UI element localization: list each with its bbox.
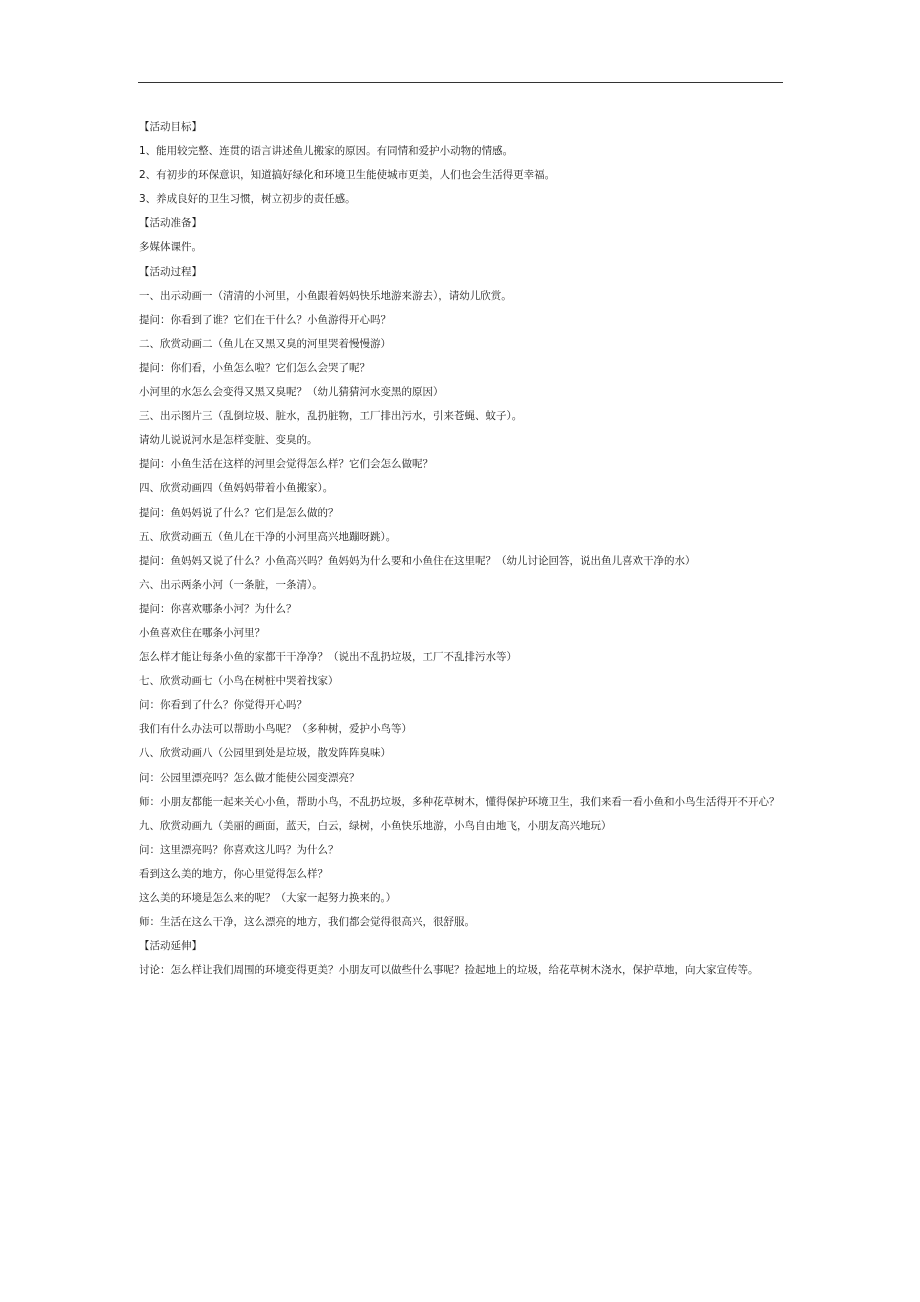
document-body (139, 115, 789, 982)
process-line: 师：生活在这么干净，这么漂亮的地方，我们都会觉得很高兴，很舒服。 (139, 916, 475, 929)
header-rule (138, 82, 783, 83)
process-line: 九、欣赏动画九（美丽的画面，蓝天，白云，绿树，小鱼快乐地游，小鸟自由地飞，小朋友高兴地玩） (139, 819, 612, 832)
section-heading-preparation: 【活动准备】 (139, 217, 202, 230)
process-line: 小河里的水怎么会变得又黑又臭呢？（幼儿猜猜河水变黑的原因） (139, 386, 444, 399)
section-heading-extension: 【活动延伸】 (139, 940, 202, 953)
process-line: 四、欣赏动画四（鱼妈妈带着小鱼搬家）。 (139, 482, 334, 495)
process-line: 看到这么美的地方，你心里觉得怎么样？ (139, 867, 328, 880)
process-line: 问：公园里漂亮吗？怎么做才能使公园变漂亮？ (139, 771, 360, 784)
process-line: 这么美的环境是怎么来的呢？（大家一起努力换来的。） (139, 892, 397, 904)
process-line: 三、出示图片三（乱倒垃圾、脏水，乱扔脏物，工厂排出污水，引来苍蝇、蚊子）。 (139, 410, 523, 423)
process-line: 提问：你们看，小鱼怎么啦？它们怎么会哭了呢？ (139, 361, 370, 374)
process-line: 提问：小鱼生活在这样的河里会觉得怎么样？它们会怎么做呢？ (139, 458, 433, 471)
process-line: 二、欣赏动画二（鱼儿在又黑又臭的河里哭着慢慢游） (139, 337, 391, 350)
process-line: 我们有什么办法可以帮助小鸟呢？（多种树，爱护小鸟等） (139, 723, 412, 736)
process-line-wrapped: 师：小朋友都能一起来关心小鱼，帮助小鸟，不乱扔垃圾，多种花草树木，懂得保护环境卫生，我们来看一看小鱼和小鸟生活得开不开心？ (139, 795, 780, 808)
process-line: 怎么样才能让每条小鱼的家都干干净净？（说出不乱扔垃圾，工厂不乱排污水等） (139, 651, 517, 664)
process-line: 请幼儿说说河水是怎样变脏、变臭的。 (139, 434, 318, 447)
process-line: 提问：鱼妈妈又说了什么？小鱼高兴吗？鱼妈妈为什么要和小鱼住在这里呢？（幼儿讨论回答，说出鱼儿喜欢干净的水） (139, 554, 696, 567)
section-heading-goals: 【活动目标】 (139, 121, 202, 133)
process-line: 六、出示两条小河（一条脏，一条清）。 (139, 578, 323, 591)
goal-item-3: 3、养成良好的卫生习惯，树立初步的责任感。 (139, 193, 356, 206)
process-line: 五、欣赏动画五（鱼儿在干净的小河里高兴地蹦呀跳）。 (139, 530, 397, 543)
process-line: 八、欣赏动画八（公园里到处是垃圾，散发阵阵臭味） (139, 747, 391, 760)
goal-item-1: 1、能用较完整、连贯的语言讲述鱼儿搬家的原因。有同情和爱护小动物的情感。 (139, 145, 514, 158)
process-line: 问：你看到了什么？你觉得开心吗？ (139, 699, 307, 712)
process-line: 提问：你喜欢哪条小河？为什么？ (139, 602, 297, 615)
process-line: 提问：鱼妈妈说了什么？它们是怎么做的？ (139, 506, 339, 519)
process-line: 七、欣赏动画七（小鸟在树桩中哭着找家） (139, 675, 339, 688)
process-line: 一、出示动画一（清清的小河里，小鱼跟着妈妈快乐地游来游去），请幼儿欣赏。 (139, 289, 512, 302)
process-line: 小鱼喜欢住在哪条小河里？ (139, 626, 265, 639)
extension-text: 讨论：怎么样让我们周围的环境变得更美？小朋友可以做些什么事呢？捡起地上的垃圾，给花草树木浇水，保护草地，向大家宣传等。 (139, 964, 759, 977)
preparation-text: 多媒体课件。 (139, 241, 202, 254)
process-line: 提问：你看到了谁？它们在干什么？小鱼游得开心吗？ (139, 313, 391, 326)
process-line: 问：这里漂亮吗？你喜欢这儿吗？为什么？ (139, 843, 339, 856)
section-heading-process: 【活动过程】 (139, 265, 202, 278)
goal-item-2: 2、有初步的环保意识，知道搞好绿化和环境卫生能使城市更美，人们也会生活得更幸福。 (139, 169, 556, 182)
